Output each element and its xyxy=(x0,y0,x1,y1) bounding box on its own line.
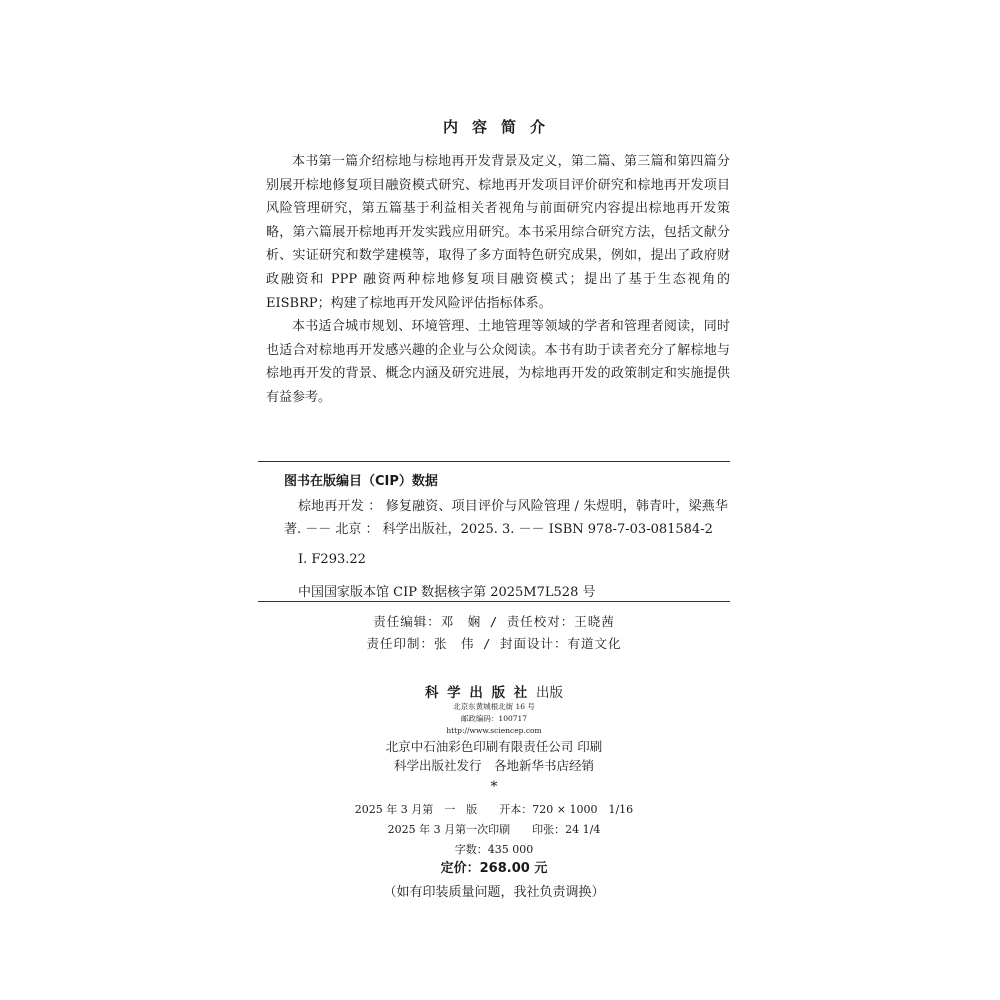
publisher-postcode: 邮政编码：100717 xyxy=(460,714,528,723)
publisher-name: 科 学 出 版 社 xyxy=(424,685,530,701)
credits-production-line: 责任印制：张 伟 / 封面设计：有道文化 xyxy=(366,636,622,651)
publisher-suffix: 出版 xyxy=(536,685,563,701)
publisher-block xyxy=(258,681,730,793)
summary-body xyxy=(266,150,730,410)
credits-editor-line: 责任编辑：邓 娴 / 责任校对：王晓茜 xyxy=(373,614,615,629)
edition-row: 2025 年 3 月第 一 版 开本：720 × 1000 1/16 xyxy=(354,803,634,816)
edition-row: 2025 年 3 月第一次印刷 印张：24 1/4 xyxy=(387,823,601,836)
cip-block xyxy=(258,461,730,602)
quality-notice: （如有印装质量问题，我社负责调换） xyxy=(383,885,605,900)
edition-row: 字数：435 000 xyxy=(454,843,534,856)
summary-title: 内容简介 xyxy=(442,118,559,136)
distribution-line: 科学出版社发行 各地新华书店经销 xyxy=(393,758,594,773)
cip-record: 棕地再开发 ： 修复融资、项目评价与风险管理 / 朱煜明，韩青叶，梁燕华著. －－ 北京 ： 科学出版社，2025. 3. －－ ISBN 978-7-03-081584-2 xyxy=(284,499,728,537)
cip-core-number: 中国国家版本馆 CIP 数据核字第 2025M7L528 号 xyxy=(298,585,596,600)
summary-paragraph: 本书第一篇介绍棕地与棕地再开发背景及定义，第二篇、第三篇和第四篇分别展开棕地修复项目融资模式研究、棕地再开发项目评价研究和棕地再开发项目风险管理研究，第五篇基于利益相关者视角与前面研究内容提出棕地再开发策略，第六篇展开棕地再开发实践应用研究。本书采用综合研究方法，包括文献分析、实证研究和数学建模等，取得了多方面特色研究成果，例如，提出了政府财政融资和 PPP 融资两种棕地修复项目融资模式；提出了基于生态视角的 EISBRP；构建了棕地再开发风险评估指标体系。 xyxy=(266,154,730,311)
cip-heading: 图书在版编目（CIP）数据 xyxy=(284,474,438,489)
printer-line: 北京中石油彩色印刷有限责任公司 印刷 xyxy=(385,739,603,754)
cip-classification: Ⅰ. F293.22 xyxy=(298,552,366,567)
publisher-address: 北京东黄城根北街 16 号 xyxy=(453,702,535,711)
price: 定价：268.00 元 xyxy=(440,861,548,876)
publisher-website: http://www.sciencep.com xyxy=(446,726,542,735)
summary-paragraph: 本书适合城市规划、环境管理、土地管理等领域的学者和管理者阅读，同时也适合对棕地再开发感兴趣的企业与公众阅读。本书有助于读者充分了解棕地与棕地再开发的背景、概念内涵及研究进展，为棕地再开发的政策制定和实施提供有益参考。 xyxy=(266,319,730,405)
edition-block xyxy=(258,800,730,860)
credits xyxy=(258,611,730,655)
separator-star: * xyxy=(490,779,498,795)
publisher-line xyxy=(258,681,730,701)
